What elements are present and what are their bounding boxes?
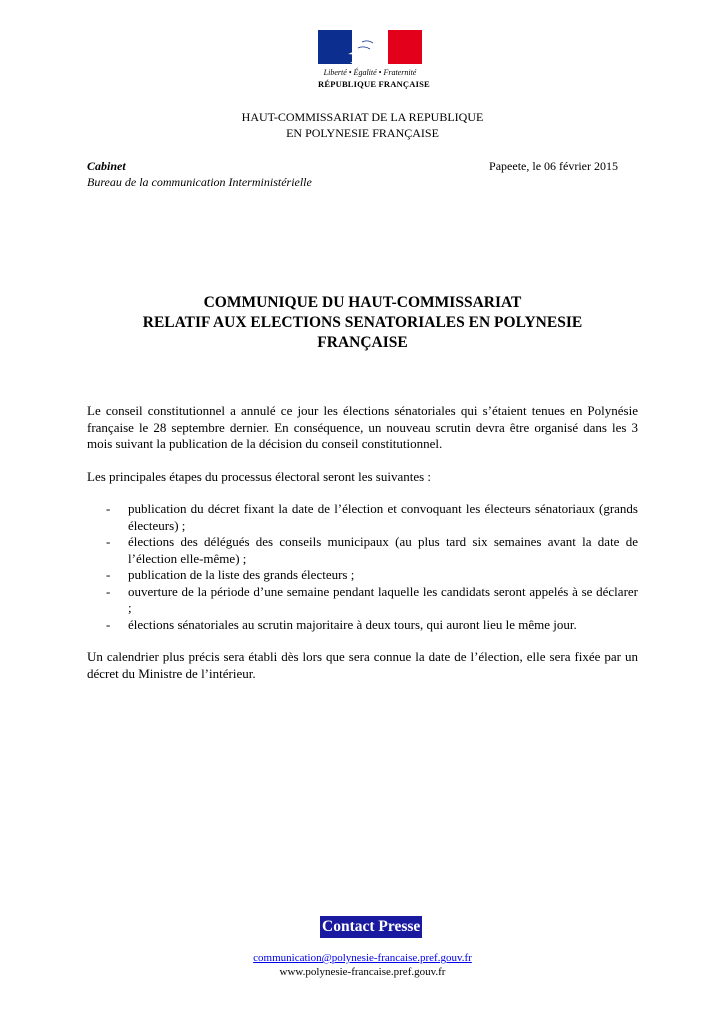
body-paragraph-1: Le conseil constitutionnel a annulé ce jour les élections sénatoriales qui s’étaient tenues en Polynésie française le 28 septembre dernier. En conséquence, un nouveau scrutin devra être organisé dans les 3 mois suivant la publication de la décision du conseil constitutionnel. (87, 403, 638, 451)
list-item (87, 501, 638, 534)
title-line-3: FRANÇAISE (317, 334, 408, 351)
body-paragraph-2: Les principales étapes du processus électoral seront les suivantes : (87, 468, 432, 484)
title-line-2: RELATIF AUX ELECTIONS SENATORIALES EN POLYNESIE (142, 314, 583, 331)
bullet-dash: - (106, 616, 111, 632)
step-text: élections des délégués des conseils municipaux (au plus tard six semaines avant la date de l’élection elle-même) ; (128, 534, 638, 566)
logo-motto: Liberté • Égalité • Fraternité (323, 68, 417, 77)
electoral-steps-list (87, 501, 638, 633)
institution-line-1: HAUT-COMMISSARIAT DE LA REPUBLIQUE (241, 110, 484, 124)
contact-footer (0, 951, 725, 979)
sender-office: Bureau de la communication Interministérielle (87, 175, 312, 189)
list-item (87, 567, 638, 584)
list-item (87, 534, 638, 567)
sender-title: Cabinet (87, 159, 126, 173)
contact-presse-heading: Contact Presse (320, 916, 422, 938)
document-date: Papeete, le 06 février 2015 (489, 159, 618, 173)
list-item (87, 584, 638, 617)
title-line-1: COMMUNIQUE DU HAUT-COMMISSARIAT (203, 294, 522, 311)
communique-title (87, 293, 638, 353)
institution-header (0, 109, 725, 141)
bullet-dash: - (106, 534, 111, 549)
bullet-dash: - (106, 583, 111, 599)
communique-body (87, 403, 638, 682)
marianne-profile-icon (318, 30, 422, 64)
contact-website: www.polynesie-francaise.pref.gouv.fr (279, 966, 446, 978)
sender-block (87, 158, 312, 190)
body-paragraph-3: Un calendrier plus précis sera établi dès lors que sera connue la date de l’élection, elle sera fixée par un décret du Ministre de l’intérieur. (87, 649, 638, 681)
bullet-dash: - (106, 501, 111, 516)
step-text: ouverture de la période d’une semaine pendant laquelle les candidats seront appelés à se déclarer ; (128, 583, 638, 615)
institution-line-2: EN POLYNESIE FRANÇAISE (286, 126, 439, 140)
step-text: élections sénatoriales au scrutin majoritaire à deux tours, qui auront lieu le même jour. (128, 616, 577, 632)
step-text: publication de la liste des grands électeurs ; (128, 567, 355, 582)
bullet-dash: - (106, 567, 111, 582)
marianne-flag-logo (318, 30, 422, 64)
republique-francaise-logo (318, 30, 430, 89)
logo-republic-name: RÉPUBLIQUE FRANÇAISE (318, 79, 430, 89)
step-text: publication du décret fixant la date de l’élection et convoquant les électeurs sénatoriaux (grands électeurs) ; (128, 501, 638, 533)
list-item (87, 617, 638, 634)
contact-email-link[interactable]: communication@polynesie-francaise.pref.gouv.fr (253, 952, 472, 964)
